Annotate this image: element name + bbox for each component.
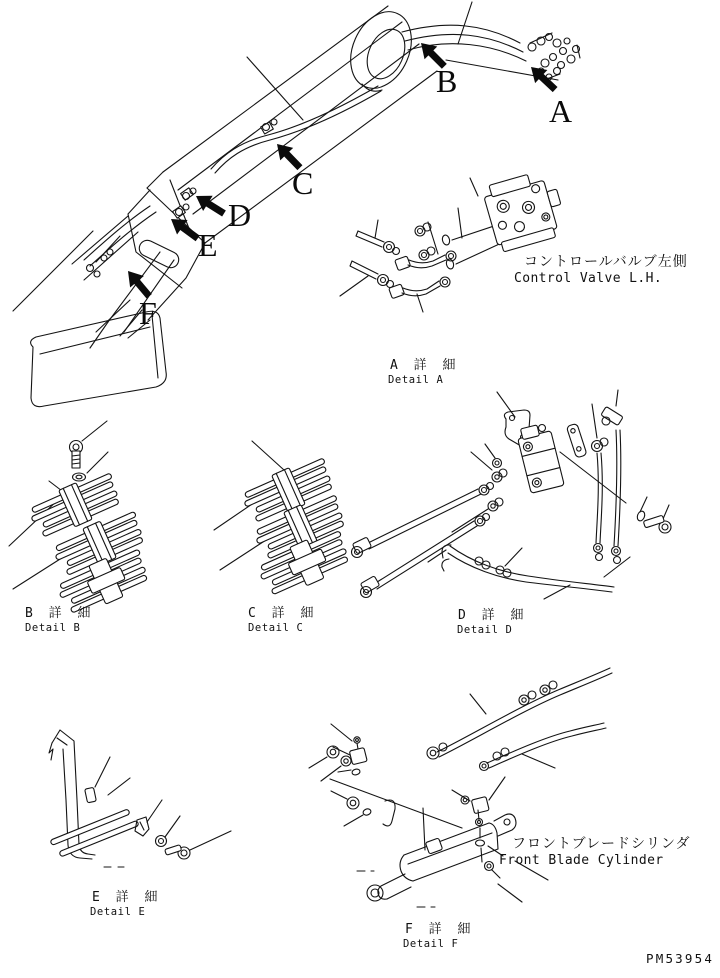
callout-letter-c: C [292, 165, 314, 201]
callout-letter-f: F [139, 295, 157, 331]
detail-d-valve-block [516, 422, 565, 493]
part-number: PM53954 [646, 951, 715, 966]
overview-leader-lines [247, 2, 558, 120]
arrow-icon [525, 60, 561, 96]
detail-d-drawing [352, 390, 672, 599]
detail-f-title-en: Detail F [403, 938, 459, 950]
detail-e-title-en: Detail E [90, 906, 146, 918]
detail-c-drawing [214, 441, 354, 601]
boom-pivot-ring [339, 2, 423, 98]
detail-a-drawing [340, 168, 569, 312]
boom-drawing [147, 6, 437, 243]
callout-letter-d: D [228, 197, 252, 233]
detail-e-drawing [49, 730, 231, 867]
arrow-icon [191, 188, 229, 221]
detail-c-title-en: Detail C [248, 622, 304, 634]
detail-c-title-jp: C 詳 細 [248, 606, 318, 621]
detail-b-title-en: Detail B [25, 622, 81, 634]
callout-letter-e: E [198, 227, 218, 263]
detail-f-drawing [309, 668, 612, 907]
detail-b-drawing [9, 421, 153, 620]
callout-letter-a: A [549, 93, 573, 129]
detail-a-title-jp: A 詳 細 [390, 358, 460, 373]
detail-d-title-en: Detail D [457, 624, 513, 636]
detail-f-title-jp: F 詳 細 [405, 922, 475, 937]
detail-a-title-en: Detail A [388, 374, 444, 386]
front-blade-cylinder-label-jp: フロントブレードシリンダ [512, 836, 691, 852]
detail-e-title-jp: E 詳 細 [92, 890, 162, 905]
control-valve-label-en: Control Valve L.H. [514, 271, 663, 286]
detail-d-title-jp: D 詳 細 [458, 608, 528, 623]
detail-b-title-jp: B 詳 細 [25, 606, 95, 621]
control-valve-label-jp: コントロールバルブ左側 [524, 254, 688, 270]
control-valve-body [481, 168, 569, 253]
callout-letter-b: B [436, 63, 458, 99]
callout-arrow-d [191, 188, 229, 221]
callout-arrow-a [525, 60, 561, 96]
front-blade-cylinder-label-en: Front Blade Cylinder [499, 853, 664, 868]
machine-front-structure [13, 188, 205, 348]
